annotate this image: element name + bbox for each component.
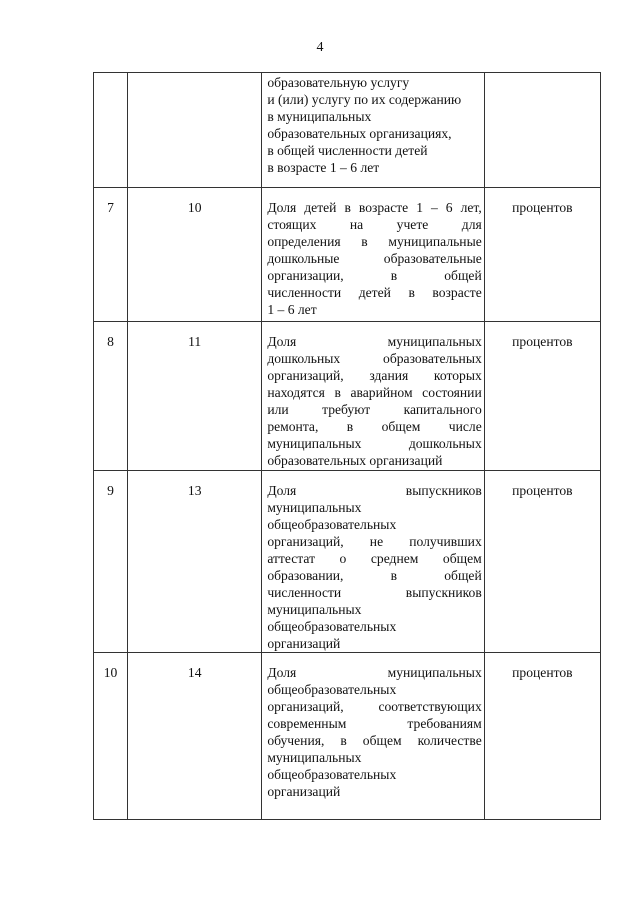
- row-number: 9: [107, 483, 114, 498]
- indicator-name-cell: [262, 73, 484, 188]
- indicator-name: [262, 653, 483, 800]
- unit-of-measure: процентов: [512, 665, 573, 680]
- unit-cell: [484, 188, 600, 322]
- indicator-name-line: в общей численности детей: [267, 143, 428, 158]
- row-number: 7: [107, 200, 114, 215]
- unit-of-measure: процентов: [512, 200, 573, 215]
- indicator-name-line: находятся в аварийном состоянии: [267, 385, 482, 400]
- row-number-cell: [94, 322, 128, 471]
- indicator-name-line: муниципальных: [267, 750, 362, 765]
- indicator-name: [262, 188, 483, 318]
- table-row: [94, 322, 601, 471]
- indicator-name-line: 1 – 6 лет: [267, 302, 317, 317]
- indicator-name-line: организаций: [267, 784, 341, 799]
- indicator-name-line: Доля детей в возрасте 1 – 6 лет,: [267, 200, 482, 215]
- indicator-name-line: и (или) услугу по их содержанию: [267, 92, 462, 107]
- table-row: [94, 471, 601, 653]
- indicator-code: 14: [187, 665, 202, 680]
- indicator-code: [128, 73, 261, 84]
- indicator-name-line: обучения, в общем количестве: [267, 733, 482, 748]
- unit-of-measure: [485, 73, 600, 84]
- indicator-name-line: в возрасте 1 – 6 лет: [267, 160, 380, 175]
- indicator-name-line: современным требованиям: [267, 716, 482, 731]
- row-number: 10: [103, 665, 118, 680]
- indicator-name-line: Доля муниципальных: [267, 665, 482, 680]
- indicator-code-cell: [128, 188, 262, 322]
- unit-of-measure: процентов: [512, 334, 573, 349]
- indicator-name-line: организаций: [267, 636, 341, 651]
- row-number-cell: [94, 471, 128, 653]
- unit-cell: [484, 73, 600, 188]
- unit-cell: [484, 471, 600, 653]
- indicator-name-line: муниципальных: [267, 500, 362, 515]
- indicators-table: [93, 72, 601, 820]
- indicator-code: 13: [187, 483, 202, 498]
- indicator-name-line: или требуют капитального: [267, 402, 482, 417]
- table-row: [94, 73, 601, 188]
- indicator-code-cell: [128, 73, 262, 188]
- indicator-name-line: общеобразовательных: [267, 682, 397, 697]
- indicator-name-line: организаций, здания которых: [267, 368, 482, 383]
- page-number: 4: [316, 40, 324, 55]
- indicator-code-cell: [128, 653, 262, 820]
- indicator-name-line: Доля муниципальных: [267, 334, 482, 349]
- indicator-name-cell: [262, 471, 484, 653]
- indicator-name-line: численности выпускников: [267, 585, 482, 600]
- indicator-code-cell: [128, 322, 262, 471]
- row-number-cell: [94, 653, 128, 820]
- indicator-code: 10: [187, 200, 202, 215]
- indicator-name-line: образовательную услугу: [267, 75, 410, 90]
- indicator-name-line: организации, в общей: [267, 268, 482, 283]
- unit-cell: [484, 653, 600, 820]
- row-number-cell: [94, 188, 128, 322]
- indicator-name-cell: [262, 188, 484, 322]
- table-row: [94, 188, 601, 322]
- table-row: [94, 653, 601, 820]
- indicator-name-line: общеобразовательных: [267, 517, 397, 532]
- row-number: [94, 73, 127, 84]
- indicator-name-line: численности детей в возрасте: [267, 285, 482, 300]
- unit-of-measure: процентов: [512, 483, 573, 498]
- indicator-name-cell: [262, 653, 484, 820]
- indicator-name-line: организаций, соответствующих: [267, 699, 482, 714]
- indicator-name-line: аттестат о среднем общем: [267, 551, 482, 566]
- indicator-name-line: организаций, не получивших: [267, 534, 482, 549]
- indicator-code: 11: [188, 334, 202, 349]
- indicators-table-body: [94, 73, 601, 820]
- unit-cell: [484, 322, 600, 471]
- indicator-name-line: определения в муниципальные: [267, 234, 482, 249]
- indicator-name-line: дошкольные образовательные: [267, 251, 482, 266]
- indicator-name-line: Доля выпускников: [267, 483, 482, 498]
- indicator-name-line: дошкольных образовательных: [267, 351, 482, 366]
- indicator-name-line: образовательных организаций: [267, 453, 443, 468]
- indicator-name-line: в муниципальных: [267, 109, 372, 124]
- indicator-name: [262, 73, 483, 176]
- indicator-name-line: общеобразовательных: [267, 619, 397, 634]
- indicator-code-cell: [128, 471, 262, 653]
- indicator-name-line: образовании, в общей: [267, 568, 482, 583]
- indicator-name-line: общеобразовательных: [267, 767, 397, 782]
- row-number-cell: [94, 73, 128, 188]
- indicator-name: [262, 471, 483, 652]
- indicator-name-cell: [262, 322, 484, 471]
- indicator-name-line: стоящих на учете для: [267, 217, 482, 232]
- indicator-name-line: муниципальных дошкольных: [267, 436, 482, 451]
- indicator-name-line: муниципальных: [267, 602, 362, 617]
- row-number: 8: [107, 334, 114, 349]
- indicator-name-line: ремонта, в общем числе: [267, 419, 482, 434]
- indicator-name: [262, 322, 483, 469]
- indicator-name-line: образовательных организациях,: [267, 126, 452, 141]
